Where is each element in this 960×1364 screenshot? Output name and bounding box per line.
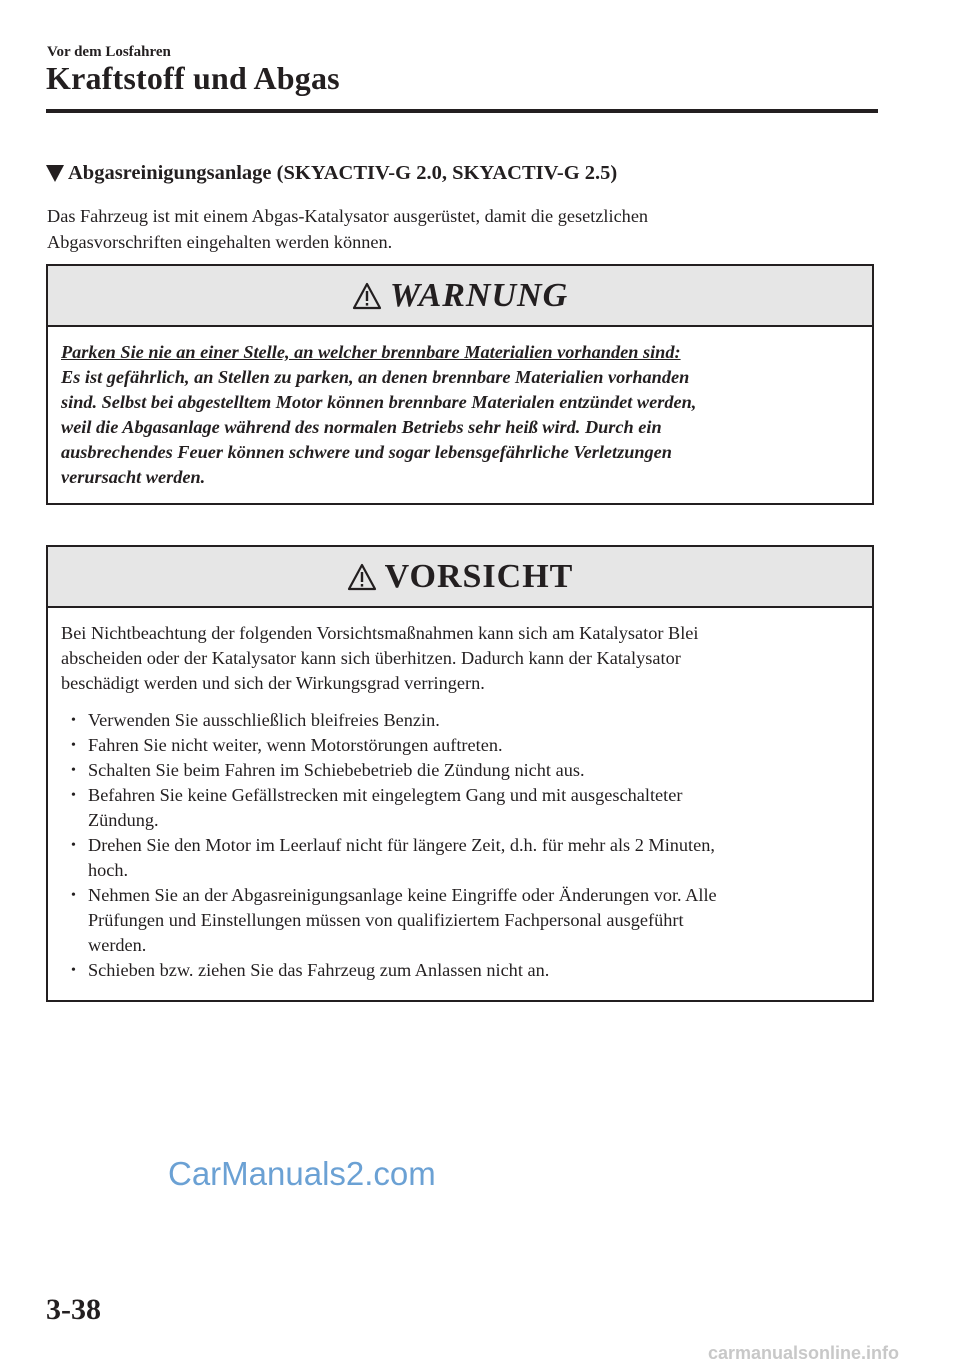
list-item	[61, 833, 862, 883]
caution-header	[48, 547, 872, 608]
list-item-line: • Nehmen Sie an der Abgasreinigungsanlage keine Eingriffe oder Änderungen vor. Alle	[88, 885, 717, 905]
warning-header	[48, 266, 872, 327]
list-item-line: werden.	[88, 935, 147, 955]
page-number: 3-38	[46, 1293, 101, 1326]
caution-body	[48, 608, 872, 983]
list-item-line: • Schieben bzw. ziehen Sie das Fahrzeug zum Anlassen nicht an.	[88, 960, 550, 980]
intro-line: Abgasvorschriften eingehalten werden können.	[47, 232, 393, 252]
warning-line: Es ist gefährlich, an Stellen zu parken, an denen brennbare Materialien vorhanden	[61, 367, 690, 387]
list-item-line: • Fahren Sie nicht weiter, wenn Motorstörungen auftreten.	[88, 735, 503, 755]
caution-title: VORSICHT	[384, 557, 574, 595]
header-divider	[46, 109, 878, 113]
warning-lead: Parken Sie nie an einer Stelle, an welcher brennbare Materialien vorhanden sind:	[61, 342, 681, 362]
site-watermark: carmanualsonline.info	[708, 1343, 900, 1363]
warning-line: ausbrechendes Feuer können schwere und sogar lebensgefährliche Verletzungen	[61, 442, 672, 462]
caution-intro-line: Bei Nichtbeachtung der folgenden Vorsichtsmaßnahmen kann sich am Katalysator Blei	[61, 623, 699, 643]
caution-intro-line: beschädigt werden und sich der Wirkungsgrad verringern.	[61, 673, 485, 693]
subsection-heading	[46, 162, 617, 185]
intro-paragraph	[47, 203, 867, 255]
list-item	[61, 783, 862, 833]
list-item-line: hoch.	[88, 860, 129, 880]
carmanuals-watermark-logo: CarManuals2.com	[168, 1155, 436, 1192]
warning-line: verursacht werden.	[61, 467, 206, 487]
caution-bullet-list	[61, 708, 862, 983]
caution-triangle-icon	[347, 563, 377, 591]
list-item-line: • Schalten Sie beim Fahren im Schiebebetrieb die Zündung nicht aus.	[88, 760, 585, 780]
intro-line: Das Fahrzeug ist mit einem Abgas-Katalysator ausgerüstet, damit die gesetzlichen	[47, 206, 649, 226]
list-item	[61, 758, 862, 783]
caution-intro-line: abscheiden oder der Katalysator kann sich überhitzen. Dadurch kann der Katalysator	[61, 648, 681, 668]
chapter-label: Vor dem Losfahren	[47, 44, 171, 60]
list-item	[61, 883, 862, 958]
subsection-heading-text: Abgasreinigungsanlage (SKYACTIV-G 2.0, SKYACTIV-G 2.5)	[68, 162, 618, 184]
list-item-line: • Drehen Sie den Motor im Leerlauf nicht für längere Zeit, d.h. für mehr als 2 Minuten,	[88, 835, 715, 855]
list-item-line: • Verwenden Sie ausschließlich bleifreies Benzin.	[88, 710, 440, 730]
list-item-line: Prüfungen und Einstellungen müssen von qualifiziertem Fachpersonal ausgeführt	[88, 910, 684, 930]
list-item	[61, 958, 862, 983]
warning-body	[48, 327, 872, 490]
list-item-line: Zündung.	[88, 810, 159, 830]
warning-title: WARNUNG	[389, 276, 569, 314]
page-title: Kraftstoff und Abgas	[46, 60, 340, 96]
warning-line: weil die Abgasanlage während des normalen Betriebs sehr heiß wird. Durch ein	[61, 417, 662, 437]
triangle-bullet-icon	[46, 165, 64, 182]
list-item-line: • Befahren Sie keine Gefällstrecken mit eingelegtem Gang und mit ausgeschalteter	[88, 785, 683, 805]
warning-box	[46, 264, 874, 505]
caution-box	[46, 545, 874, 1002]
warning-triangle-icon	[352, 282, 382, 310]
list-item	[61, 708, 862, 733]
warning-line: sind. Selbst bei abgestelltem Motor können brennbare Materialen entzündet werden,	[61, 392, 697, 412]
list-item	[61, 733, 862, 758]
